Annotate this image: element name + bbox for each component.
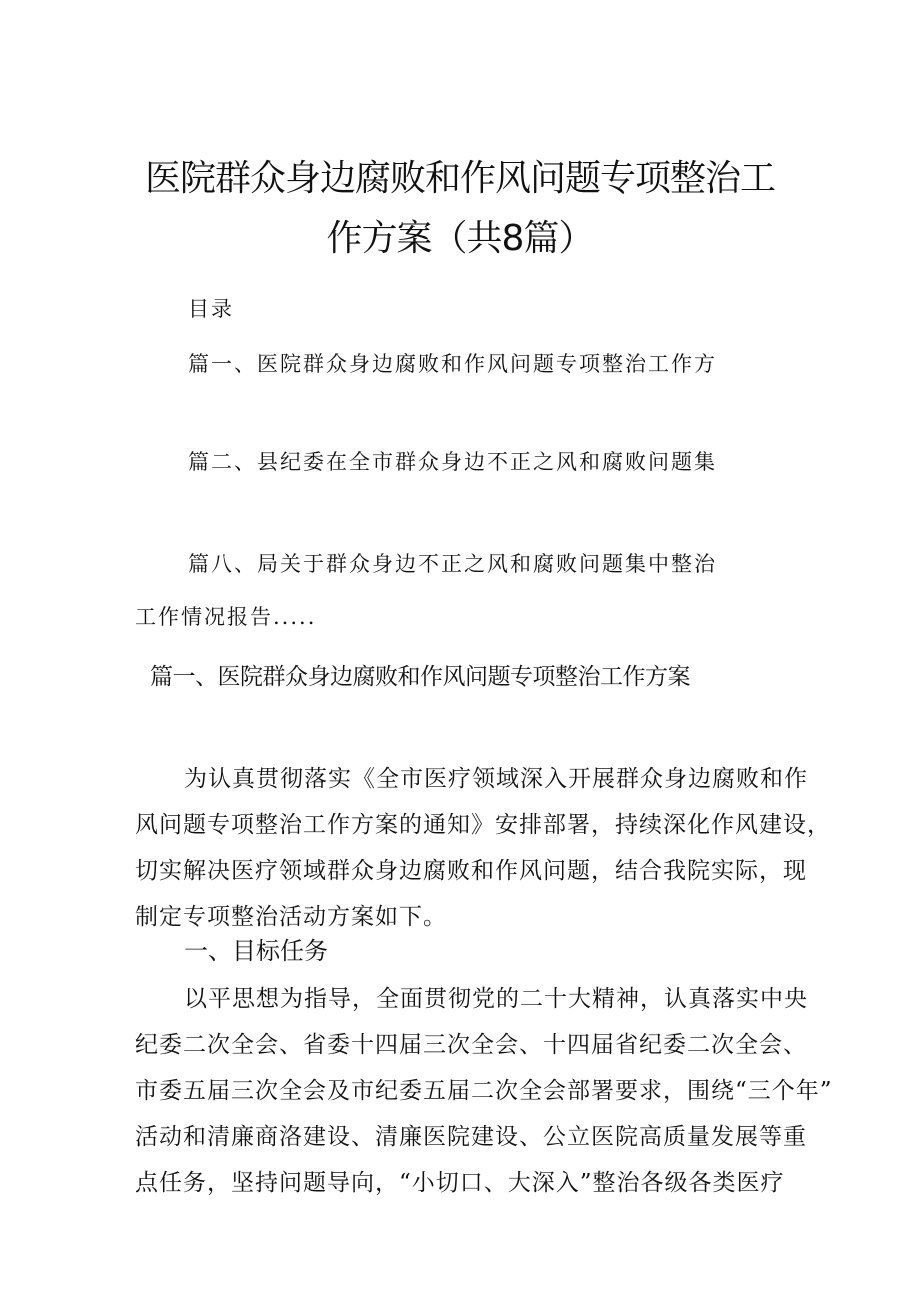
toc-item-continuation[interactable]: 工作情况报告.....	[135, 605, 317, 629]
paragraph-line: 点任务，坚持问题导向，“小切口、大深入”整治各级各类医疗	[135, 1170, 785, 1196]
paragraph-line: 制定专项整治活动方案如下。	[135, 904, 447, 930]
document-title-line-2: 作方案（共8篇）	[326, 218, 594, 259]
toc-item[interactable]: 篇一、医院群众身边腐败和作风问题专项整治工作方	[188, 352, 717, 376]
subsection-heading: 一、目标任务	[184, 937, 328, 965]
toc-item[interactable]: 篇八、局关于群众身边不正之风和腐败问题集中整治	[188, 552, 717, 576]
paragraph-line: 纪委二次全会、省委十四届三次全会、十四届省纪委二次全会、	[135, 1032, 807, 1058]
paragraph-line: 风问题专项整治工作方案的通知》安排部署，持续深化作风建设，	[135, 812, 831, 838]
toc-item[interactable]: 篇二、县纪委在全市群众身边不正之风和腐败问题集	[188, 450, 717, 474]
document-title-line-1: 医院群众身边腐败和作风问题专项整治工	[144, 158, 775, 199]
toc-heading: 目录	[188, 297, 234, 321]
paragraph-line: 以平思想为指导，全面贯彻党的二十大精神，认真落实中央	[184, 986, 808, 1012]
paragraph-line: 市委五届三次全会及市纪委五届二次全会部署要求，围绕“三个年”	[135, 1078, 833, 1104]
section-heading: 篇一、医院群众身边腐败和作风问题专项整治工作方案	[150, 664, 690, 690]
paragraph-line: 为认真贯彻落实《全市医疗领域深入开展群众身边腐败和作	[184, 766, 808, 792]
paragraph-line: 切实解决医疗领域群众身边腐败和作风问题，结合我院实际，现	[135, 858, 807, 884]
paragraph-line: 活动和清廉商洛建设、清廉医院建设、公立医院高质量发展等重	[135, 1124, 807, 1150]
